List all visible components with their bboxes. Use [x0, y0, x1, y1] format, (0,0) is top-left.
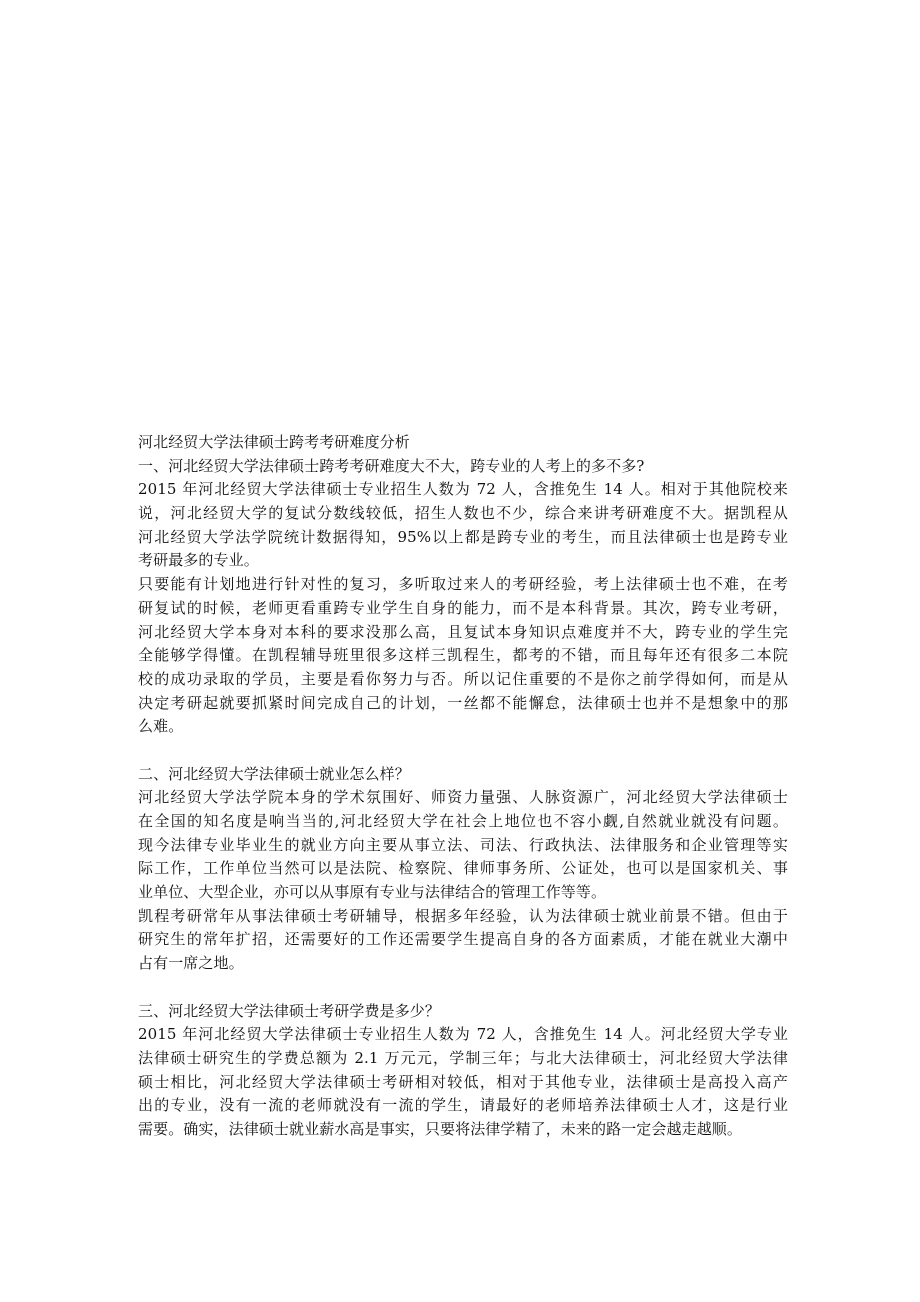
paragraph-line: 法律硕士研究生的学费总额为 2.1 万元元，学制三年；与北大法律硕士，河北经贸大学法律 — [138, 1048, 788, 1067]
paragraph-line: 2015 年河北经贸大学法律硕士专业招生人数为 72 人，含推免生 14 人。相对于其他院校来 — [138, 480, 788, 499]
paragraph-line: 决定考研起就要抓紧时间完成自己的计划，一丝都不能懈怠，法律硕士也并不是想象中的那 — [138, 693, 788, 712]
paragraph-line: 需要。确实，法律硕士就业薪水高是事实，只要将法律学精了，未来的路一定会越走越顺。 — [138, 1119, 743, 1138]
paragraph-line: 在全国的知名度是响当当的,河北经贸大学在社会上地位也不容小觑,自然就业就没有问题。 — [138, 812, 788, 830]
paragraph-line: 说，河北经贸大学的复试分数线较低，招生人数也不少，综合来讲考研难度不大。据凯程从 — [138, 504, 788, 523]
paragraph-enrollment — [138, 478, 788, 573]
paragraph-line: 校的成功录取的学员，主要是看你努力与否。所以记住重要的不是你之前学得如何，而是从 — [138, 669, 788, 688]
paragraph-line: 研究生的常年扩招，还需要好的工作还需要学生提高自身的各方面素质，才能在就业大潮中 — [138, 930, 788, 949]
paragraph-line: 研复试的时候，老师更看重跨专业学生自身的能力，而不是本科背景。其次，跨专业考研， — [138, 598, 788, 617]
paragraph-line: 么难。 — [138, 717, 184, 736]
paragraph-prospects — [138, 905, 788, 976]
paragraph-line: 硕士相比，河北经贸大学法律硕士考研相对较低，相对于其他专业，法律硕士是高投入高产 — [138, 1072, 788, 1091]
paragraph-spacer — [138, 976, 788, 1000]
paragraph-line: 考研最多的专业。 — [138, 551, 259, 570]
section-heading-tuition: 三、河北经贸大学法律硕士考研学费是多少？ — [138, 1001, 441, 1020]
paragraph-line: 河北经贸大学法学院统计数据得知，95%以上都是跨专业的考生，而且法律硕士也是跨专业 — [138, 527, 788, 546]
paragraph-line: 出的专业，没有一流的老师就没有一流的学生，请最好的老师培养法律硕士人才，这是行业 — [138, 1096, 788, 1115]
paragraph-advice — [138, 573, 788, 739]
paragraph-line: 河北经贸大学法学院本身的学术氛围好、师资力量强、人脉资源广，河北经贸大学法律硕士 — [138, 788, 788, 807]
paragraph-line: 全能够学得懂。在凯程辅导班里很多这样三凯程生，都考的不错，而且每年还有很多二本院 — [138, 646, 788, 665]
paragraph-line: 占有一席之地。 — [138, 954, 244, 973]
paragraph-spacer — [138, 739, 788, 763]
paragraph-line: 际工作，工作单位当然可以是法院、检察院、律师事务所、公证处，也可以是国家机关、事 — [138, 859, 788, 878]
paragraph-line: 现今法律专业毕业生的就业方向主要从事立法、司法、行政执法、法律服务和企业管理等实 — [138, 835, 788, 854]
paragraph-line: 凯程考研常年从事法律硕士考研辅导，根据多年经验，认为法律硕士就业前景不错。但由于 — [138, 906, 788, 925]
paragraph-line: 业单位、大型企业，亦可以从事原有专业与法律结合的管理工作等等。 — [138, 883, 607, 902]
paragraph-line: 2015 年河北经贸大学法律硕士专业招生人数为 72 人，含推免生 14 人。河北经贸大学专业 — [138, 1025, 788, 1044]
paragraph-employment — [138, 786, 788, 904]
paragraph-tuition — [138, 1023, 788, 1141]
section-heading-difficulty: 一、河北经贸大学法律硕士跨考考研难度大不大，跨专业的人考上的多不多? — [138, 456, 645, 475]
paragraph-line: 只要能有计划地进行针对性的复习，多听取过来人的考研经验，考上法律硕士也不难，在考 — [138, 575, 788, 594]
paragraph-line: 河北经贸大学本身对本科的要求没那么高，且复试本身知识点难度并不大，跨专业的学生完 — [138, 622, 788, 641]
section-heading-employment: 二、河北经贸大学法律硕士就业怎么样？ — [138, 764, 410, 783]
document-body — [138, 431, 788, 1142]
document-title: 河北经贸大学法律硕士跨考考研难度分析 — [138, 433, 410, 451]
